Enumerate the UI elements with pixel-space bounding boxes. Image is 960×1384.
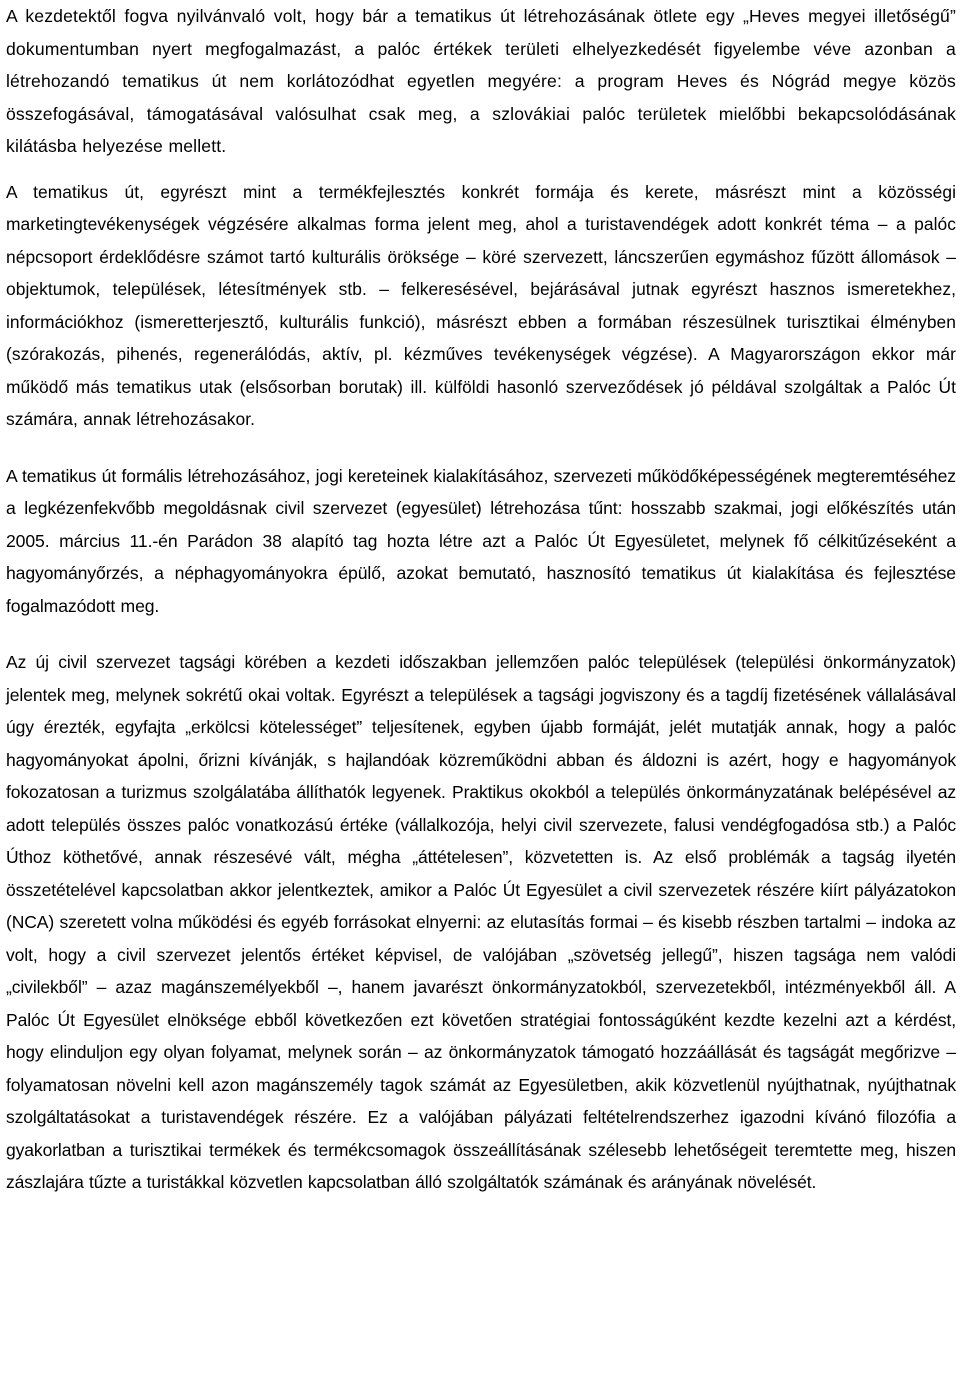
paragraph-3: A tematikus út formális létrehozásához, jogi kereteinek kialakításához, szervezeti működőképességének megteremtéséhez a legkézenfekvőbb megoldásnak civil szervezet (egyesület) létrehozása tűnt: hosszabb szakmai, jogi előkészítés után 2005. március 11.-én Parádon 38 alapító tag hozta létre azt a Palóc Út Egyesületet, melynek fő célkitűzéseként a hagyományőrzés, a néphagyományokra épülő, azokat bemutató, hasznosító tematikus út kialakítása és fejlesztése fogalmazódott meg.: [6, 465, 956, 616]
paragraph-2: A tematikus út, egyrészt mint a termékfejlesztés konkrét formája és kerete, másrészt mint a közösségi marketingtevékenységek végzésére alkalmas forma jelent meg, ahol a turistavendégek adott konkrét téma – a palóc népcsoport érdeklődésre számot tartó kulturális öröksége – köré szervezett, láncszerűen egymáshoz fűzött állomások – objektumok, települések, létesítmények stb. – felkeresésével, bejárásával jutnak egyrészt hasznos ismeretekhez, információkhoz (ismeretterjesztő, kulturális funkció), másrészt ebben a formában részesülnek turisztikai élményben (szórakozás, pihenés, regenerálódás, aktív, pl. kézműves tevékenységek végzése). A Magyarországon ekkor már működő más tematikus utak (elsősorban borutak) ill. külföldi hasonló szerveződések jó példával szolgáltak a Palóc Út számára, annak létrehozásakor.: [6, 181, 956, 429]
paragraph-1: A kezdetektől fogva nyilvánvaló volt, hogy bár a tematikus út létrehozásának ötlete egy „Heves megyei illetőségű” dokumentumban nyert megfogalmazást, a palóc értékek területi elhelyezkedését figyelembe véve azonban a létrehozandó tematikus út nem korlátozódhat egyetlen megyére: a program Heves és Nógrád megye közös összefogásával, támogatásával valósulhat csak meg, a szlovákiai palóc területek mielőbbi bekapcsolódásának kilátásba helyezése mellett.: [6, 6, 956, 156]
page-bottom-space: [6, 1199, 956, 1209]
paragraph-4: Az új civil szervezet tagsági körében a kezdeti időszakban jellemzően palóc települések (települési önkormányzatok) jelentek meg, melynek sokrétű okai voltak. Egyrészt a települések a tagsági jogviszony és a tagdíj fizetésének vállalásával úgy érezték, egyfajta „erkölcsi kötelességet” teljesítenek, egyben újabb formáját, jelét mutatják annak, hogy a palóc hagyományokat ápolni, őrizni kívánják, s hajlandóak közreműködni abban és áldozni is azért, hogy e hagyományok fokozatosan a turizmus szolgálatába állíthatók legyenek. Praktikus okokból a település önkormányzatának belépésével az adott település összes palóc vonatkozású értéke (vállalkozója, helyi civil szervezete, falusi vendégfogadósa stb.) a Palóc Úthoz köthetővé, annak részesévé vált, mégha „áttételesen”, közvetetten is. Az első problémák a tagság ilyetén összetételével kapcsolatban akkor jelentkeztek, amikor a Palóc Út Egyesület a civil szervezetek részére kiírt pályázatokon (NCA) szeretett volna működési és egyéb forrásokat elnyerni: az elutasítás formai – és kisebb részben tartalmi – indoka az volt, hogy a civil szervezet jelentős értéket képvisel, de valójában „szövetség jellegű”, hiszen tagsága nem valódi „civilekből” – azaz magánszemélyekből –, hanem javarészt önkormányzatokból, szervezetekből, intézményekből áll. A Palóc Út Egyesület elnöksége ebből következően ezt követően stratégiai fontosságúként kezdte kezelni azt a kérdést, hogy elinduljon egy olyan folyamat, melynek során – az önkormányzatok támogató hozzáállását és tagságát megőrizve – folyamatosan növelni kell azon magánszemély tagok számát az Egyesületben, akik közvetlenül nyújthatnak, nyújthatnak szolgáltatásokat a turistavendégek részére. Ez a valójában pályázati feltételrendszerhez igazodni kívánó filozófia a gyakorlatban a turisztikai termékek és termékcsomagok összeállításának szélesebb lehetőségeit teremtette meg, hiszen zászlajára tűzte a turistákkal közvetlen kapcsolatban álló szolgáltatók számának és arányának növelését.: [6, 652, 956, 1192]
document-page: [6, 0, 956, 1209]
